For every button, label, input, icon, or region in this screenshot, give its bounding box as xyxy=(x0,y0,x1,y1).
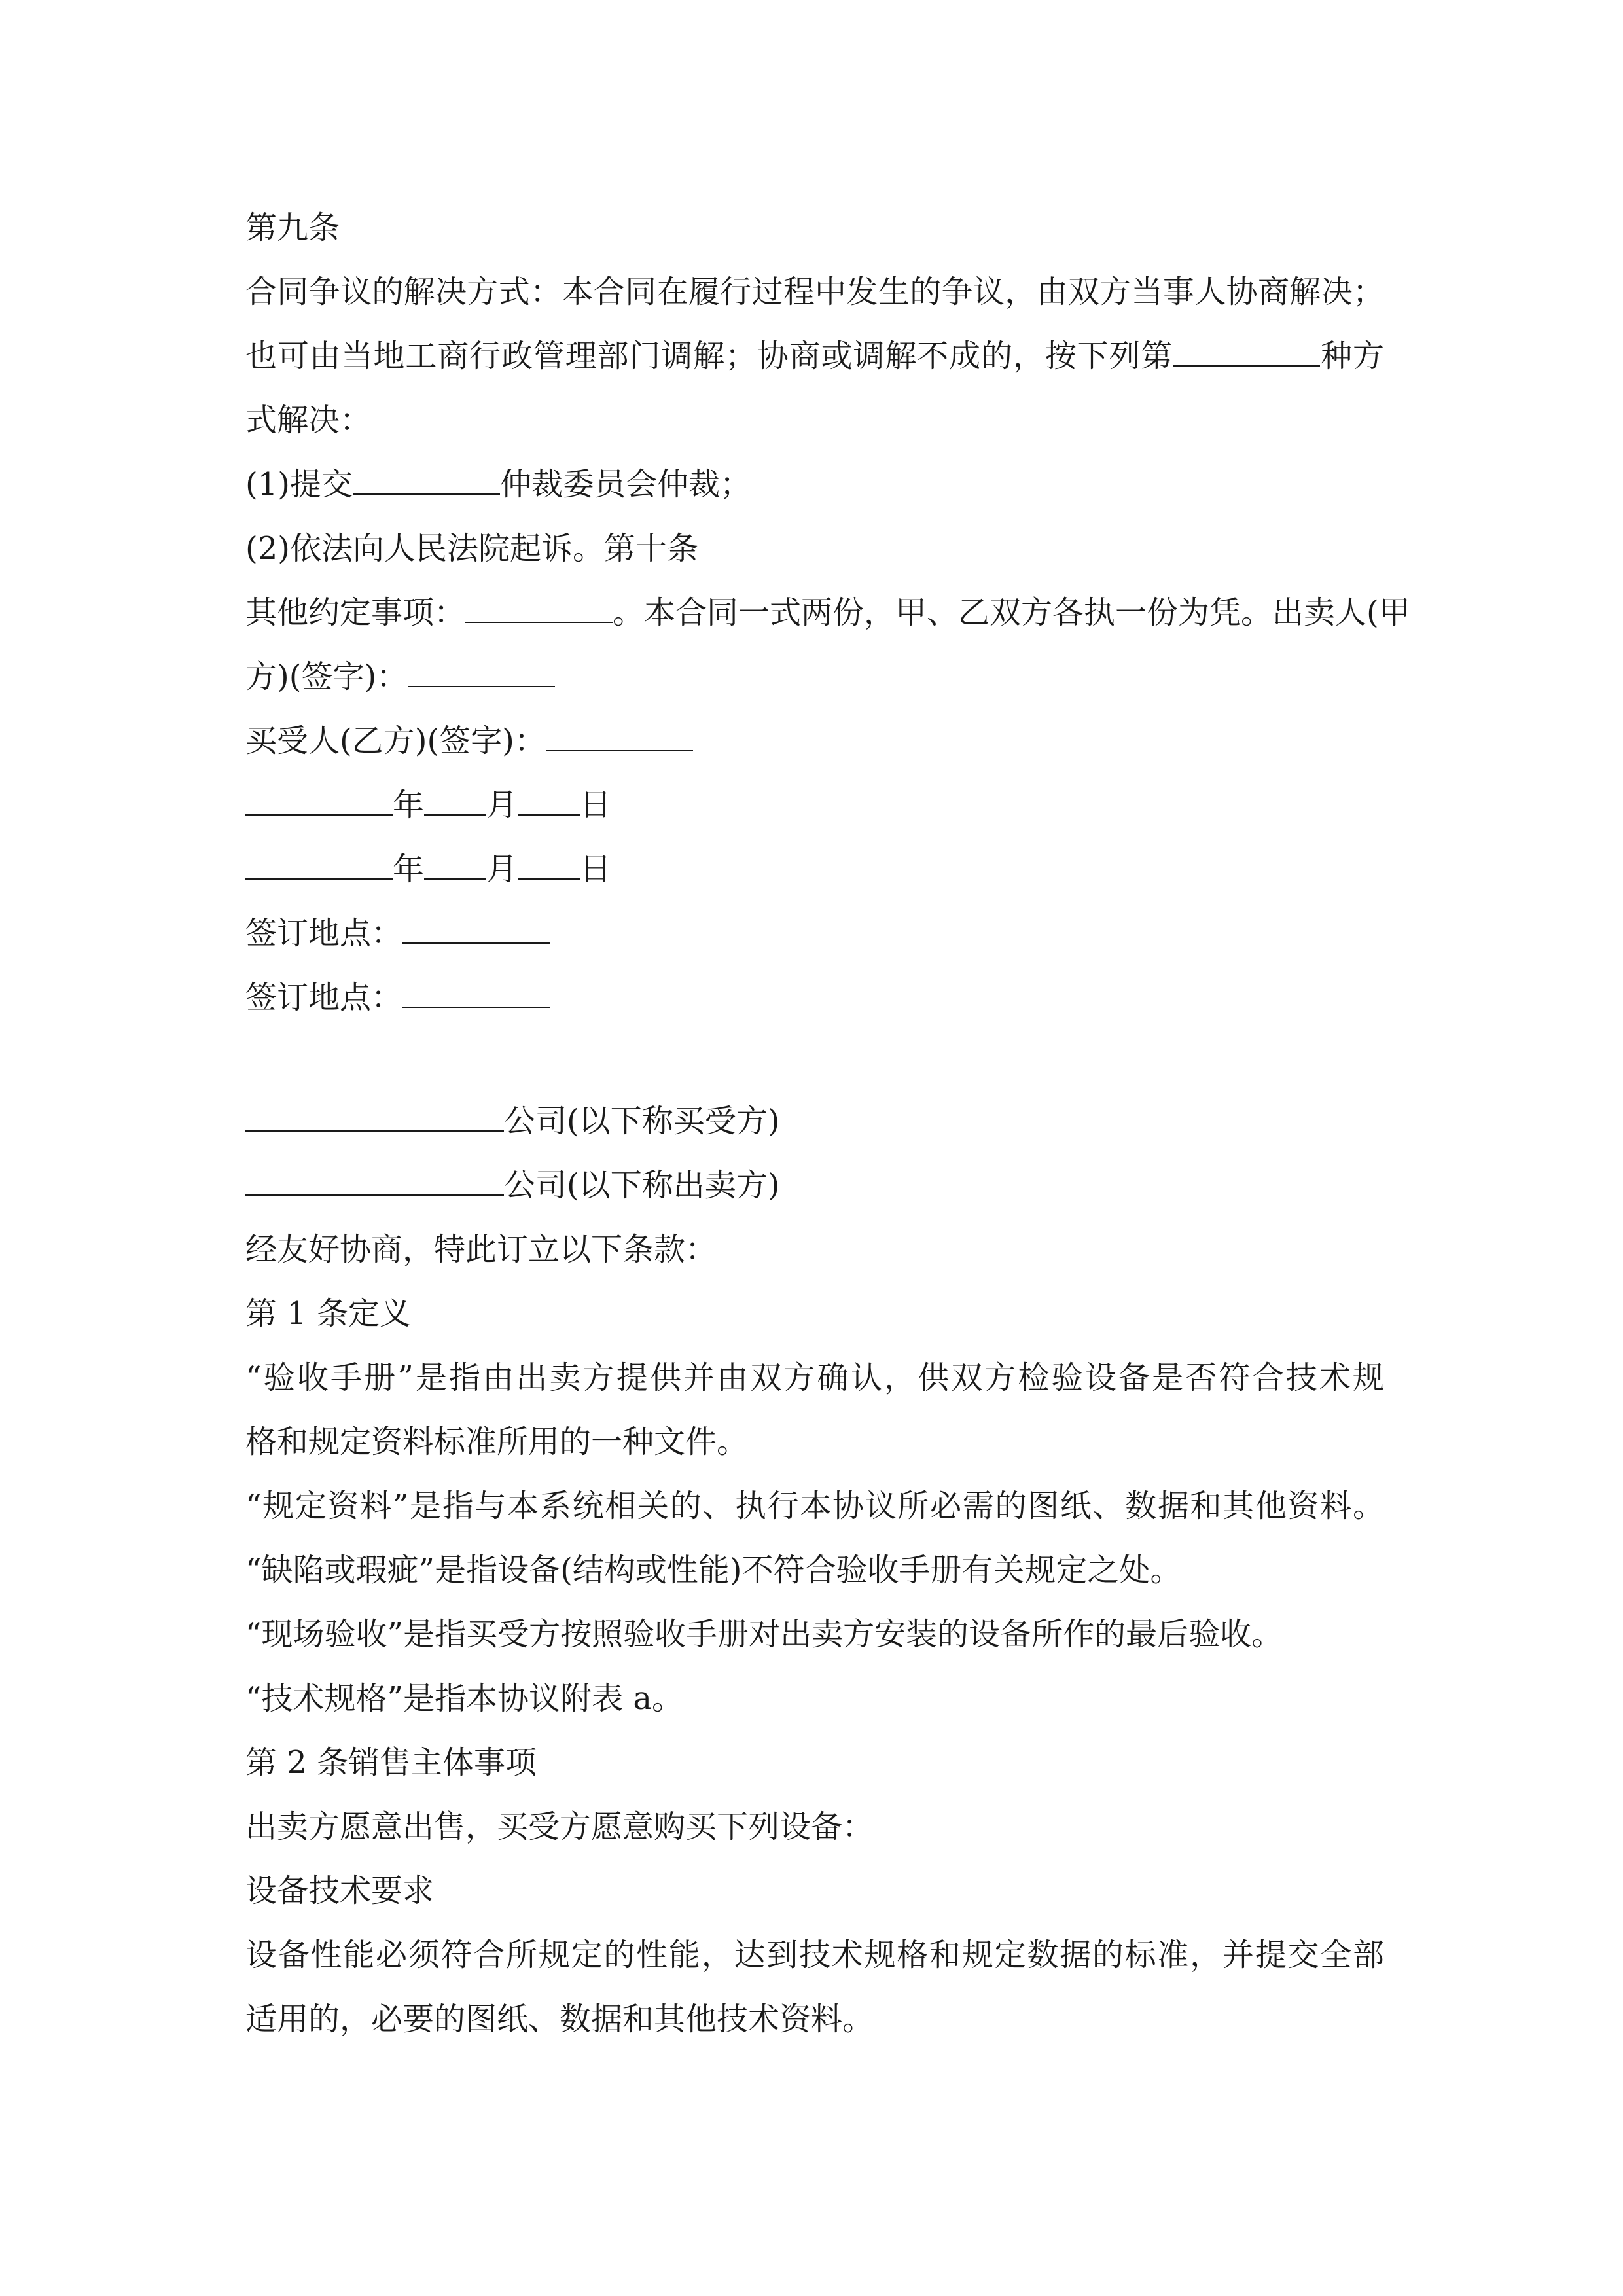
buyer-signature-blank[interactable] xyxy=(546,721,693,751)
definition-acceptance-manual-line-1: “验收手册”是指由出卖方提供并由双方确认，供双方检验设备是否符合技术规 xyxy=(245,1359,1384,1396)
signing-place-blank[interactable] xyxy=(402,978,550,1008)
technical-requirements-line-2: 适用的，必要的图纸、数据和其他技术资料。 xyxy=(245,2001,874,2037)
definition-technical-spec: “技术规格”是指本协议附表 a。 xyxy=(245,1680,683,1717)
signing-place-blank[interactable] xyxy=(402,914,550,944)
month-blank[interactable] xyxy=(424,785,486,816)
buyer-company-line: 公司(以下称买受方) xyxy=(245,1102,1384,1141)
technical-requirements-heading: 设备技术要求 xyxy=(245,1873,435,1909)
date-line-2: 年 月 日 xyxy=(245,850,1384,889)
year-blank[interactable] xyxy=(245,850,393,880)
definition-specified-data: “规定资料”是指与本系统相关的、执行本协议所必需的图纸、数据和其他资料。 xyxy=(245,1488,1384,1524)
seller-company-line: 公司(以下称出卖方) xyxy=(245,1166,1384,1205)
dispute-resolution-line-3: 式解决： xyxy=(245,402,372,439)
signing-place-line-1: 签订地点： xyxy=(245,914,1384,953)
article-1-heading: 第 1 条定义 xyxy=(245,1295,412,1332)
technical-requirements-line-1: 设备性能必须符合所规定的性能，达到技术规格和规定数据的标准，并提交全部 xyxy=(245,1937,1384,1973)
day-blank[interactable] xyxy=(518,785,580,816)
article-2-line-1: 出卖方愿意出售，买受方愿意购买下列设备： xyxy=(245,1808,874,1845)
buyer-company-blank[interactable] xyxy=(245,1102,504,1132)
buyer-signature-line: 买受人(乙方)(签字)： xyxy=(245,721,1384,761)
month-blank[interactable] xyxy=(424,850,486,880)
definition-site-acceptance: “现场验收”是指买受方按照验收手册对出卖方安装的设备所作的最后验收。 xyxy=(245,1616,1283,1653)
option-lawsuit: (2)依法向人民法院起诉。第十条 xyxy=(245,530,698,567)
article-9-heading: 第九条 xyxy=(245,209,340,246)
definition-acceptance-manual-line-2: 格和规定资料标准所用的一种文件。 xyxy=(245,1424,749,1460)
option-arbitration: (1)提交 仲裁委员会仲裁； xyxy=(245,466,752,503)
seller-signature-blank[interactable] xyxy=(408,657,555,687)
other-matters-line: 其他约定事项： 。本合同一式两份，甲、乙双方各执一份为凭。出卖人(甲 xyxy=(245,594,1410,631)
date-line-1: 年 月 日 xyxy=(245,785,1384,825)
year-blank[interactable] xyxy=(245,785,393,816)
dispute-resolution-line-1: 合同争议的解决方式：本合同在履行过程中发生的争议，由双方当事人协商解决； xyxy=(245,274,1384,310)
arbitration-committee-blank[interactable] xyxy=(353,465,500,495)
dispute-resolution-line-2: 也可由当地工商行政管理部门调解；协商或调解不成的，按下列第 种方 xyxy=(245,338,1384,374)
seller-company-blank[interactable] xyxy=(245,1166,504,1196)
seller-signature-line: 方)(签字)： xyxy=(245,657,1384,696)
article-2-heading: 第 2 条销售主体事项 xyxy=(245,1744,537,1781)
day-blank[interactable] xyxy=(518,850,580,880)
other-matters-blank[interactable] xyxy=(465,593,613,623)
signing-place-line-2: 签订地点： xyxy=(245,978,1384,1017)
intro-line: 经友好协商，特此订立以下条款： xyxy=(245,1231,717,1268)
resolution-method-blank[interactable] xyxy=(1173,336,1320,367)
definition-defect: “缺陷或瑕疵”是指设备(结构或性能)不符合验收手册有关规定之处。 xyxy=(245,1552,1182,1588)
